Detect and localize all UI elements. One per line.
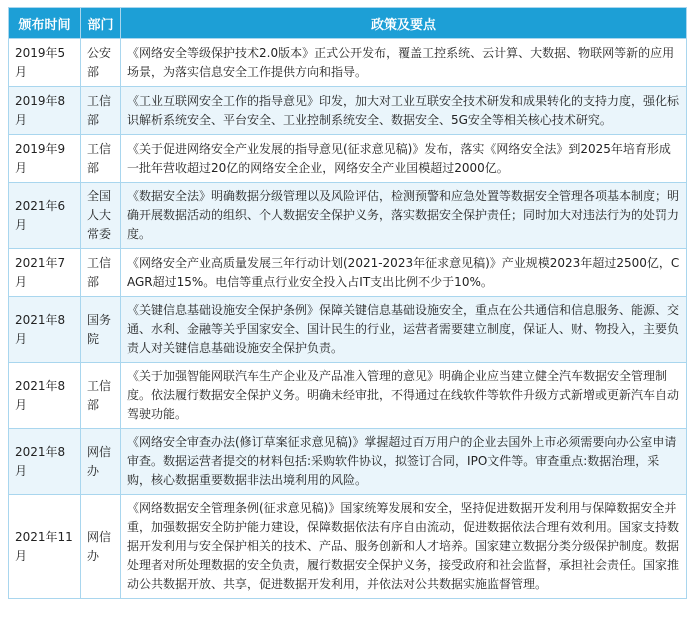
table-row [9,429,687,495]
cell-time: 2021年8月 [9,297,81,363]
table-row [9,297,687,363]
cell-time: 2021年8月 [9,363,81,429]
cell-time: 2021年8月 [9,429,81,495]
cell-time: 2019年5月 [9,39,81,87]
cell-dept: 公安部 [81,39,121,87]
cell-dept: 工信部 [81,249,121,297]
cell-content: 《网络数据安全管理条例(征求意见稿)》国家统筹发展和安全，坚持促进数据开发利用与保障数据安全并重，加强数据安全防护能力建设，保障数据依法有序自由流动，促进数据依法合理有效利用。国家支持数据开发利用与安全保护相关的技术、产品、服务创新和人才培养。国家建立数据分类分级保护制度。数据处理者对所处理数据的安全负责，履行数据安全保护义务，接受政府和社会监督，承担社会责任。国家推动公共数据开放、共享，促进数据开发利用，并依法对公共数据实施监督管理。 [121,495,687,599]
header-content: 政策及要点 [121,8,687,39]
cell-dept: 全国人大常委 [81,183,121,249]
cell-time: 2021年11月 [9,495,81,599]
cell-dept: 网信办 [81,495,121,599]
table-row [9,249,687,297]
table-row [9,363,687,429]
table-row [9,183,687,249]
cell-content: 《数据安全法》明确数据分级管理以及风险评估，检测预警和应急处置等数据安全管理各项基本制度；明确开展数据活动的组织、个人数据安全保护义务，落实数据安全保护责任；同时加大对违法行为的处罚力度。 [121,183,687,249]
cell-time: 2021年6月 [9,183,81,249]
cell-time: 2021年7月 [9,249,81,297]
header-time: 颁布时间 [9,8,81,39]
cell-dept: 工信部 [81,135,121,183]
table-header-row [9,8,687,39]
cell-dept: 网信办 [81,429,121,495]
cell-content: 《网络安全审查办法(修订草案征求意见稿)》掌握超过百万用户的企业去国外上市必须需要向办公室申请审查。数据运营者提交的材料包括:采购软件协议，拟签订合同，IPO文件等。审查重点:数据治理，采购，核心数据重要数据非法出境利用的风险。 [121,429,687,495]
cell-time: 2019年9月 [9,135,81,183]
table-row [9,87,687,135]
cell-content: 《关键信息基础设施安全保护条例》保障关键信息基础设施安全，重点在公共通信和信息服务、能源、交通、水利、金融等关乎国家安全、国计民生的行业，运营者需要建立制度，保证人、财、物投入，主要负责人对关键信息基础设施安全保护负责。 [121,297,687,363]
table-row [9,135,687,183]
cell-content: 《工业互联网安全工作的指导意见》印发，加大对工业互联安全技术研发和成果转化的支持力度，强化标识解析系统安全、平台安全、工业控制系统安全、数据安全、5G安全等相关核心技术研究。 [121,87,687,135]
table-row [9,39,687,87]
cell-time: 2019年8月 [9,87,81,135]
table-row [9,495,687,599]
cell-content: 《网络安全产业高质量发展三年行动计划(2021-2023年征求意见稿)》产业规模2023年超过2500亿，CAGR超过15%。电信等重点行业安全投入占IT支出比例不少于10%。 [121,249,687,297]
header-dept: 部门 [81,8,121,39]
cell-dept: 工信部 [81,363,121,429]
cell-dept: 国务院 [81,297,121,363]
policy-table [8,7,687,599]
cell-content: 《网络安全等级保护技术2.0版本》正式公开发布，覆盖工控系统、云计算、大数据、物联网等新的应用场景，为落实信息安全工作提供方向和指导。 [121,39,687,87]
cell-content: 《关于促进网络安全产业发展的指导意见(征求意见稿)》发布，落实《网络安全法》到2025年培育形成一批年营收超过20亿的网络安全企业，网络安全产业囯模超过2000亿。 [121,135,687,183]
cell-dept: 工信部 [81,87,121,135]
cell-content: 《关于加强智能网联汽车生产企业及产品准入管理的意见》明确企业应当建立健全汽车数据安全管理制度。依法履行数据安全保护义务。明确未经审批，不得通过在线软件等软件升级方式新增或更新汽车自动驾驶功能。 [121,363,687,429]
